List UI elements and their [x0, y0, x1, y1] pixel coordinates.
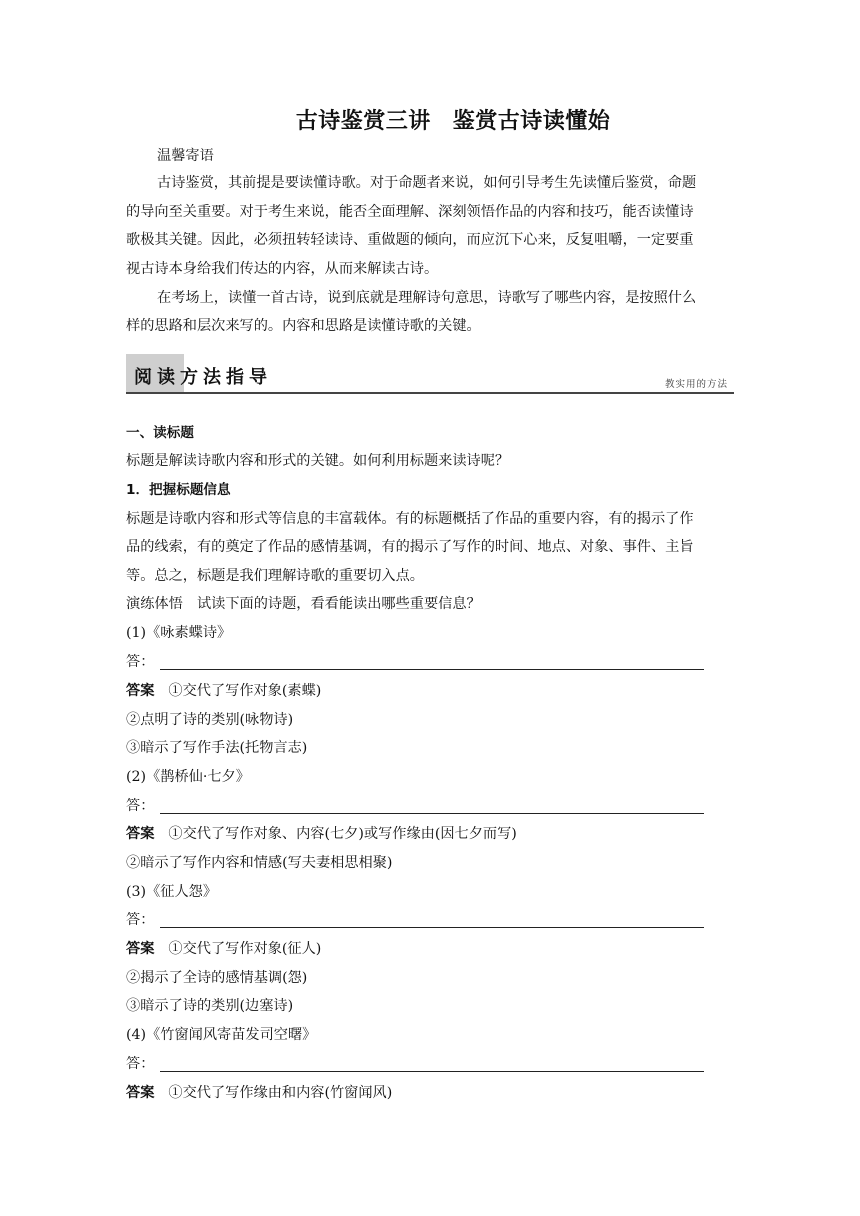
answer-3-line1: 答案 ①交代了写作对象(征人)	[126, 941, 322, 957]
answer-2-line2: ②暗示了写作内容和情感(写夫妻相思相聚)	[126, 855, 393, 871]
banner-rule	[126, 392, 734, 394]
question-2-title: (2)《鹊桥仙·七夕》	[126, 769, 250, 785]
title-part-1: 古诗鉴赏三讲	[295, 108, 431, 134]
answer-1-line1: 答案 ①交代了写作对象(素蝶)	[126, 683, 322, 699]
answer-1-line2: ②点明了诗的类别(咏物诗)	[126, 712, 294, 728]
answer-label: 答案	[126, 941, 155, 957]
intro-heading: 温馨寄语	[157, 148, 214, 164]
answer-label: 答案	[126, 826, 155, 842]
answer-blank-2[interactable]	[160, 813, 704, 814]
answer-1-line3: ③暗示了写作手法(托物言志)	[126, 740, 308, 756]
answer-label: 答案	[126, 683, 155, 699]
answer-3-line3: ③暗示了诗的类别(边塞诗)	[126, 998, 294, 1014]
banner-subtitle: 教实用的方法	[664, 379, 728, 390]
intro-para1-line3: 歌极其关键。因此，必须扭转轻读诗、重做题的倾向，而应沉下心来，反复咀嚼，一定要重	[126, 232, 694, 248]
title-part-2: 鉴赏古诗读懂始	[452, 108, 611, 134]
section1-heading: 一、读标题	[126, 425, 194, 441]
answer-2-line1: 答案 ①交代了写作对象、内容(七夕)或写作缘由(因七夕而写)	[126, 826, 517, 842]
section1-body-line3: 等。总之，标题是我们理解诗歌的重要切入点。	[126, 568, 424, 584]
answer-prompt-1: 答：	[126, 654, 155, 670]
answer-3-line2: ②揭示了全诗的感情基调(怨)	[126, 970, 308, 986]
answer-blank-3[interactable]	[160, 927, 704, 928]
question-1-title: (1)《咏素蝶诗》	[126, 625, 232, 641]
question-4-title: (4)《竹窗闻风寄苗发司空曙》	[126, 1027, 317, 1043]
answer-blank-4[interactable]	[160, 1071, 704, 1072]
intro-para2-line1: 在考场上，读懂一首古诗，说到底就是理解诗句意思，诗歌写了哪些内容，是按照什么	[157, 290, 697, 306]
answer-blank-1[interactable]	[160, 669, 704, 670]
banner-title: 阅读方法指导	[134, 367, 272, 388]
answer-label: 答案	[126, 1085, 155, 1101]
section1-lead: 标题是解读诗歌内容和形式的关键。如何利用标题来读诗呢？	[126, 453, 510, 469]
section1-body-line2: 品的线索，有的奠定了作品的感情基调，有的揭示了写作的时间、地点、对象、事件、主旨	[126, 539, 694, 555]
intro-para1-line4: 视古诗本身给我们传达的内容，从而来解读古诗。	[126, 261, 439, 277]
section-banner	[126, 354, 734, 396]
section1-subheading: 1．把握标题信息	[126, 482, 231, 498]
intro-para1-line2: 的导向至关重要。对于考生来说，能否全面理解、深刻领悟作品的内容和技巧，能否读懂诗	[126, 204, 694, 220]
exercise-instruction: 演练体悟 试读下面的诗题，看看能读出哪些重要信息？	[126, 596, 481, 612]
answer-prompt-2: 答：	[126, 798, 155, 814]
page-title	[0, 104, 860, 135]
intro-para2-line2: 样的思路和层次来写的。内容和思路是读懂诗歌的关键。	[126, 318, 481, 334]
answer-prompt-4: 答：	[126, 1056, 155, 1072]
section1-body-line1: 标题是诗歌内容和形式等信息的丰富载体。有的标题概括了作品的重要内容，有的揭示了作	[126, 511, 694, 527]
question-3-title: (3)《征人怨》	[126, 884, 218, 900]
answer-4-line1: 答案 ①交代了写作缘由和内容(竹窗闻风)	[126, 1085, 393, 1101]
intro-para1-line1: 古诗鉴赏，其前提是要读懂诗歌。对于命题者来说，如何引导考生先读懂后鉴赏，命题	[157, 175, 697, 191]
answer-prompt-3: 答：	[126, 912, 155, 928]
